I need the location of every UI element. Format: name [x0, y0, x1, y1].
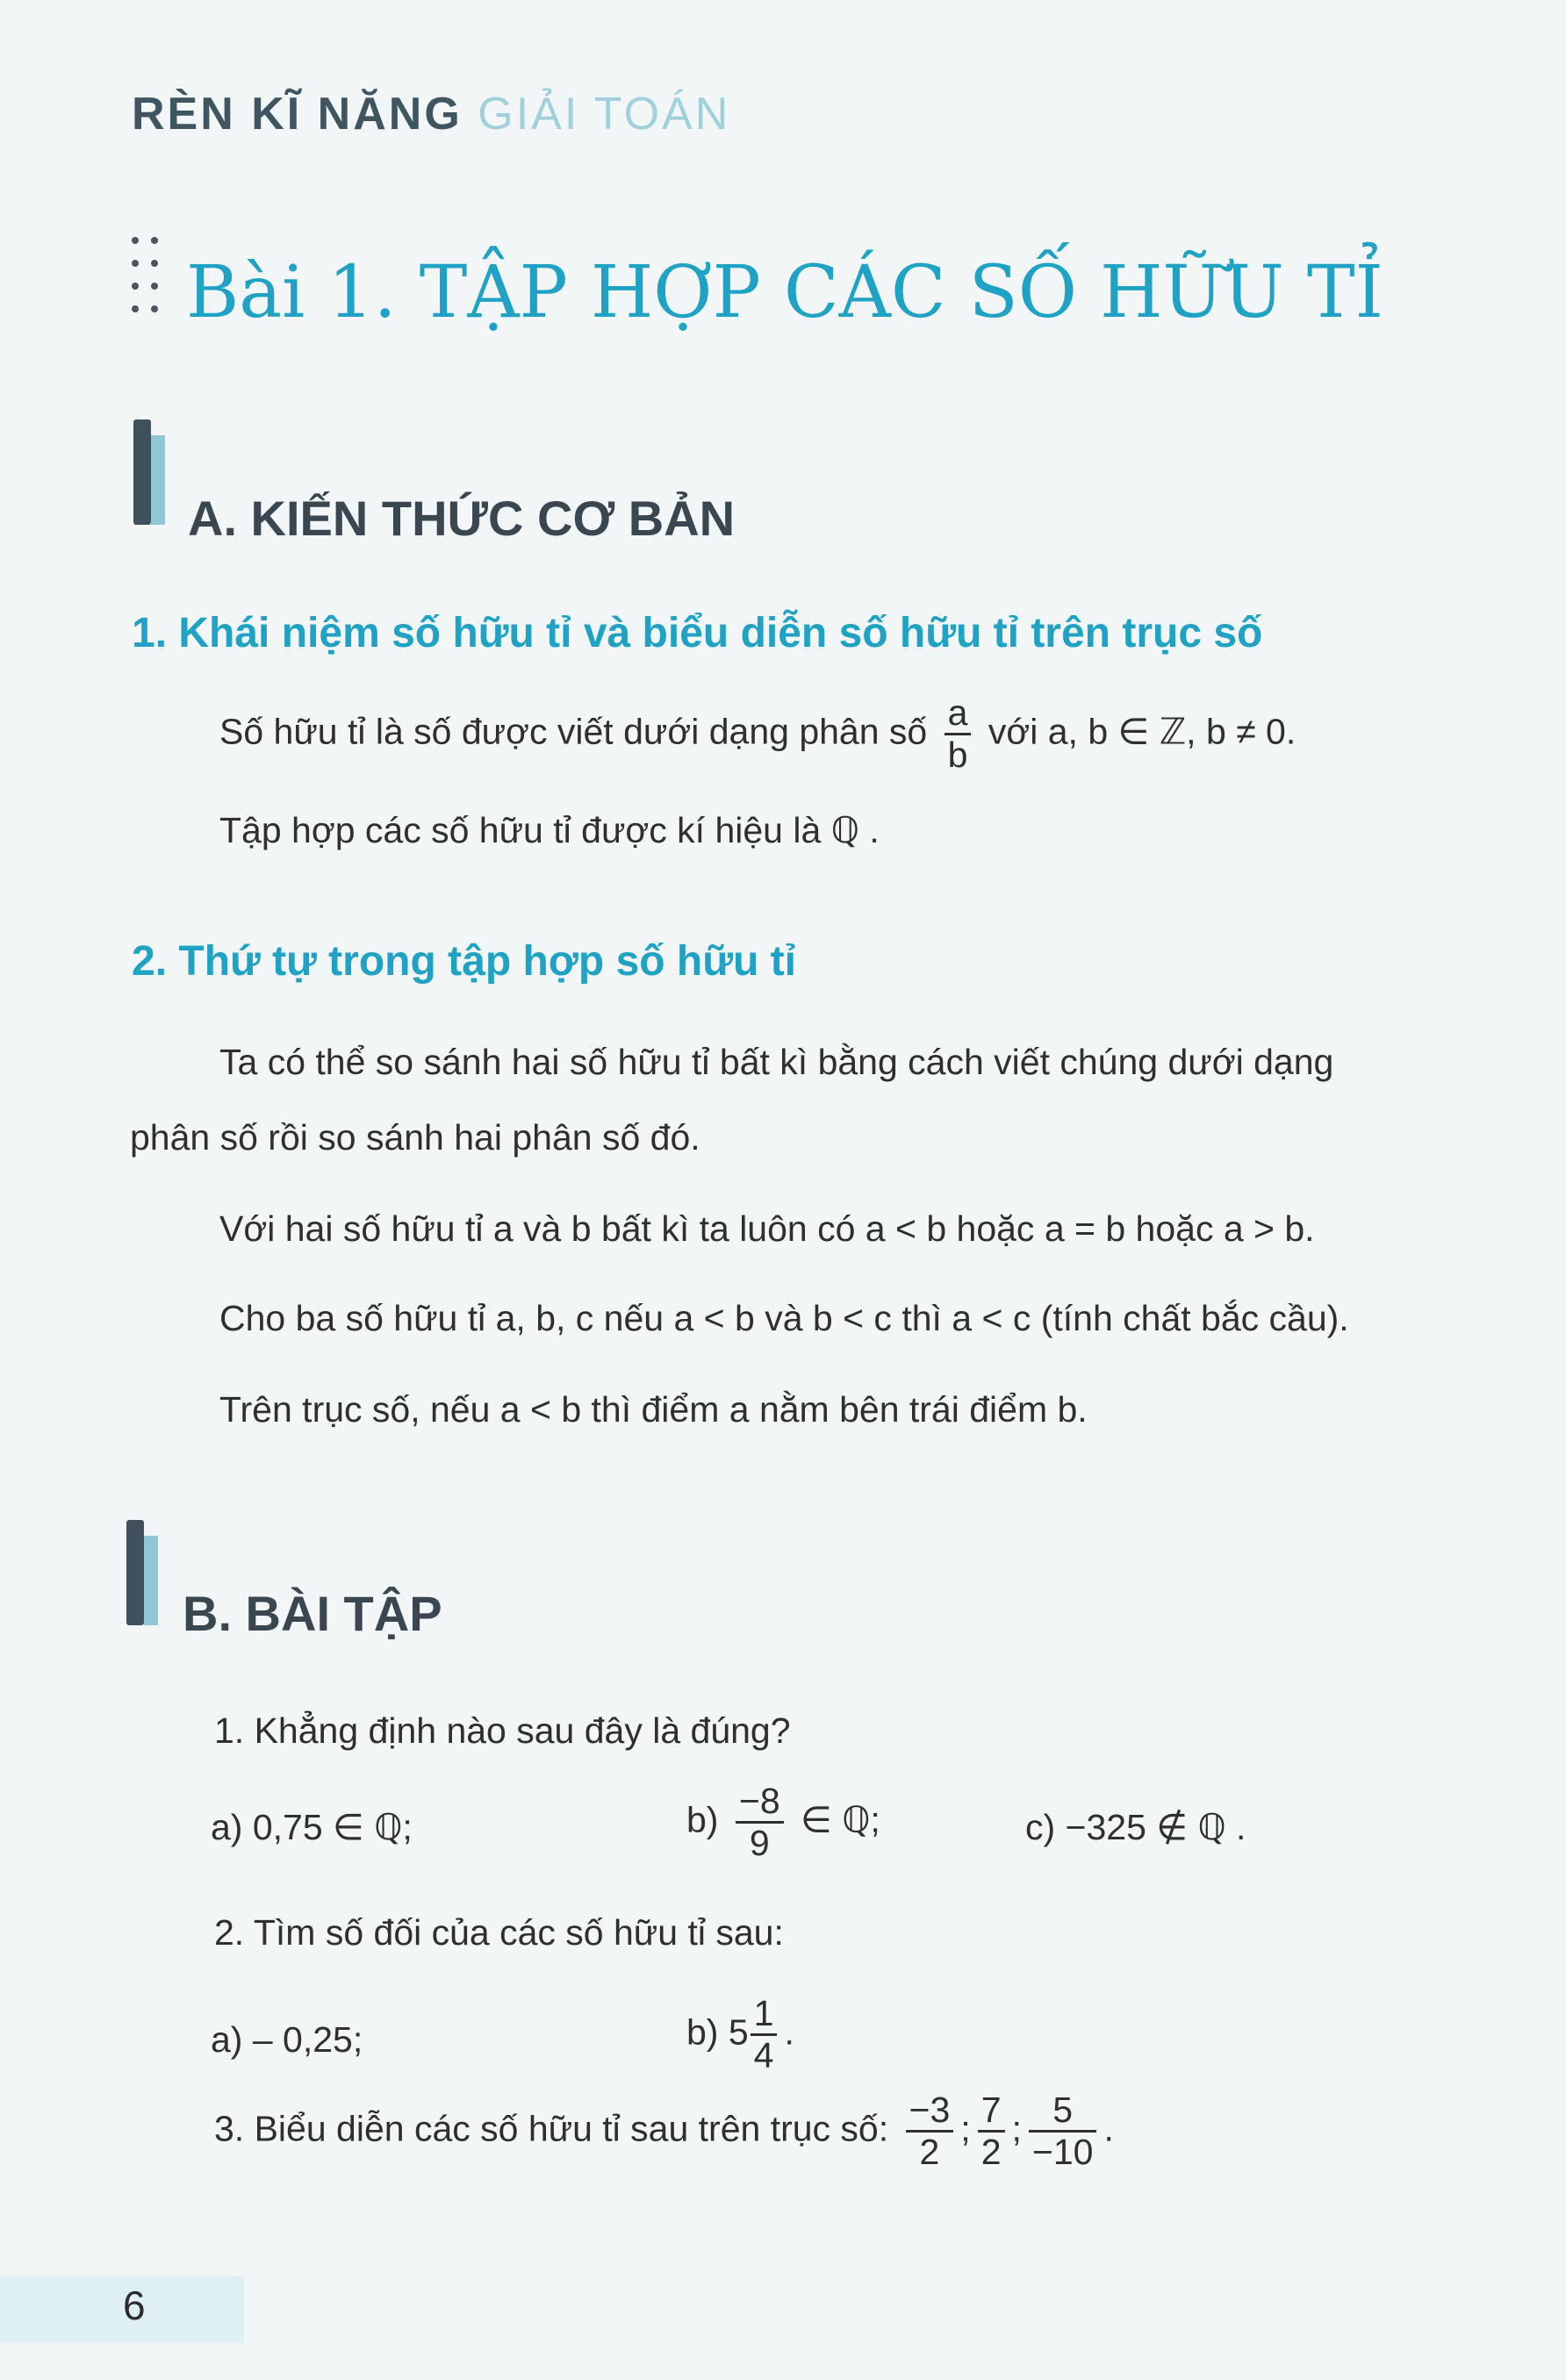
fraction-denominator: −10 [1031, 2132, 1094, 2173]
series-header [132, 88, 730, 140]
page-number: 6 [123, 2283, 146, 2328]
fraction-denominator: 2 [919, 2132, 940, 2173]
question-1: 1. Khẳng định nào sau đây là đúng? [214, 1710, 791, 1751]
fraction-numerator: 7 [978, 2090, 1005, 2133]
fraction-denominator: 9 [749, 1823, 770, 1864]
option-b-label: b) 5 [686, 2011, 749, 2053]
fraction-numerator: −8 [736, 1781, 784, 1824]
order-paragraph-line1: Ta có thể so sánh hai số hữu tỉ bất kì bằng cách viết chúng dưới dạng [219, 1042, 1334, 1082]
order-comparison-rule: Với hai số hữu tỉ a và b bất kì ta luôn có a < b hoặc a = b hoặc a > b. [219, 1208, 1315, 1249]
subsection-2-heading: 2. Thứ tự trong tập hợp số hữu tỉ [132, 938, 796, 985]
question-1-option-a: a) 0,75 ∈ ℚ; [211, 1807, 413, 1847]
question-2: 2. Tìm số đối của các số hữu tỉ sau: [214, 1912, 784, 1953]
option-b-suffix: ∈ ℚ; [801, 1799, 880, 1840]
series-title-light: GIẢI TOÁN [478, 89, 731, 140]
definition-text: Số hữu tỉ là số được viết dưới dạng phân số [219, 711, 928, 752]
option-b-label: b) [686, 1799, 719, 1840]
transitive-property: Cho ba số hữu tỉ a, b, c nếu a < b và b < c thì a < c (tính chất bắc cầu). [219, 1298, 1349, 1338]
fraction-denominator: b [947, 735, 968, 776]
separator: ; [1011, 2108, 1022, 2149]
fraction-numerator: a [945, 693, 972, 735]
order-paragraph-line2: phân số rồi so sánh hai phân số đó. [130, 1117, 700, 1158]
dots-ornament-icon [132, 237, 167, 316]
question-3-text: 3. Biểu diễn các số hữu tỉ sau trên trục số: [214, 2108, 889, 2149]
fraction-numerator: 1 [751, 1994, 778, 2036]
fraction-denominator: 4 [753, 2035, 774, 2076]
section-a-heading: A. KIẾN THỨC CƠ BẢN [188, 491, 736, 546]
number-line-rule: Trên trục số, nếu a < b thì điểm a nằm bên trái điểm b. [219, 1389, 1088, 1430]
question-3 [214, 2090, 1114, 2172]
page-number-tab [0, 2276, 244, 2343]
fraction-numerator: −3 [906, 2090, 954, 2133]
definition-condition: với a, b ∈ ℤ, b ≠ 0. [988, 711, 1297, 752]
definition-line [219, 693, 1296, 775]
question-1-option-b [686, 1781, 880, 1863]
separator: ; [960, 2108, 971, 2149]
fraction-7-over-2 [978, 2090, 1005, 2172]
question-2-option-b [686, 1994, 794, 2075]
set-notation-line: Tập hợp các số hữu tỉ được kí hiệu là ℚ . [219, 810, 880, 850]
section-a-marker-icon [133, 419, 170, 525]
fraction-1-over-4 [751, 1994, 778, 2075]
question-1-option-c: c) −325 ∉ ℚ . [1025, 1807, 1246, 1847]
fraction-neg3-over-2 [906, 2090, 954, 2172]
fraction-numerator: 5 [1029, 2090, 1097, 2133]
section-b-marker-icon [126, 1520, 163, 1625]
fraction-denominator: 2 [981, 2132, 1002, 2173]
question-2-option-a: a) – 0,25; [211, 2019, 363, 2060]
subsection-1-heading: 1. Khái niệm số hữu tỉ và biểu diễn số hữu tỉ trên trục số [132, 610, 1263, 656]
option-b-suffix: . [784, 2011, 794, 2053]
series-title-dark: RÈN KĨ NĂNG [132, 89, 463, 140]
fraction-5-over-neg10 [1029, 2090, 1097, 2172]
fraction-a-over-b [945, 693, 972, 775]
fraction-neg8-over-9 [736, 1781, 784, 1863]
section-b-heading: B. BÀI TẬP [183, 1586, 442, 1641]
period: . [1103, 2108, 1114, 2149]
lesson-title: Bài 1. TẬP HỢP CÁC SỐ HỮU TỈ [186, 251, 1383, 334]
